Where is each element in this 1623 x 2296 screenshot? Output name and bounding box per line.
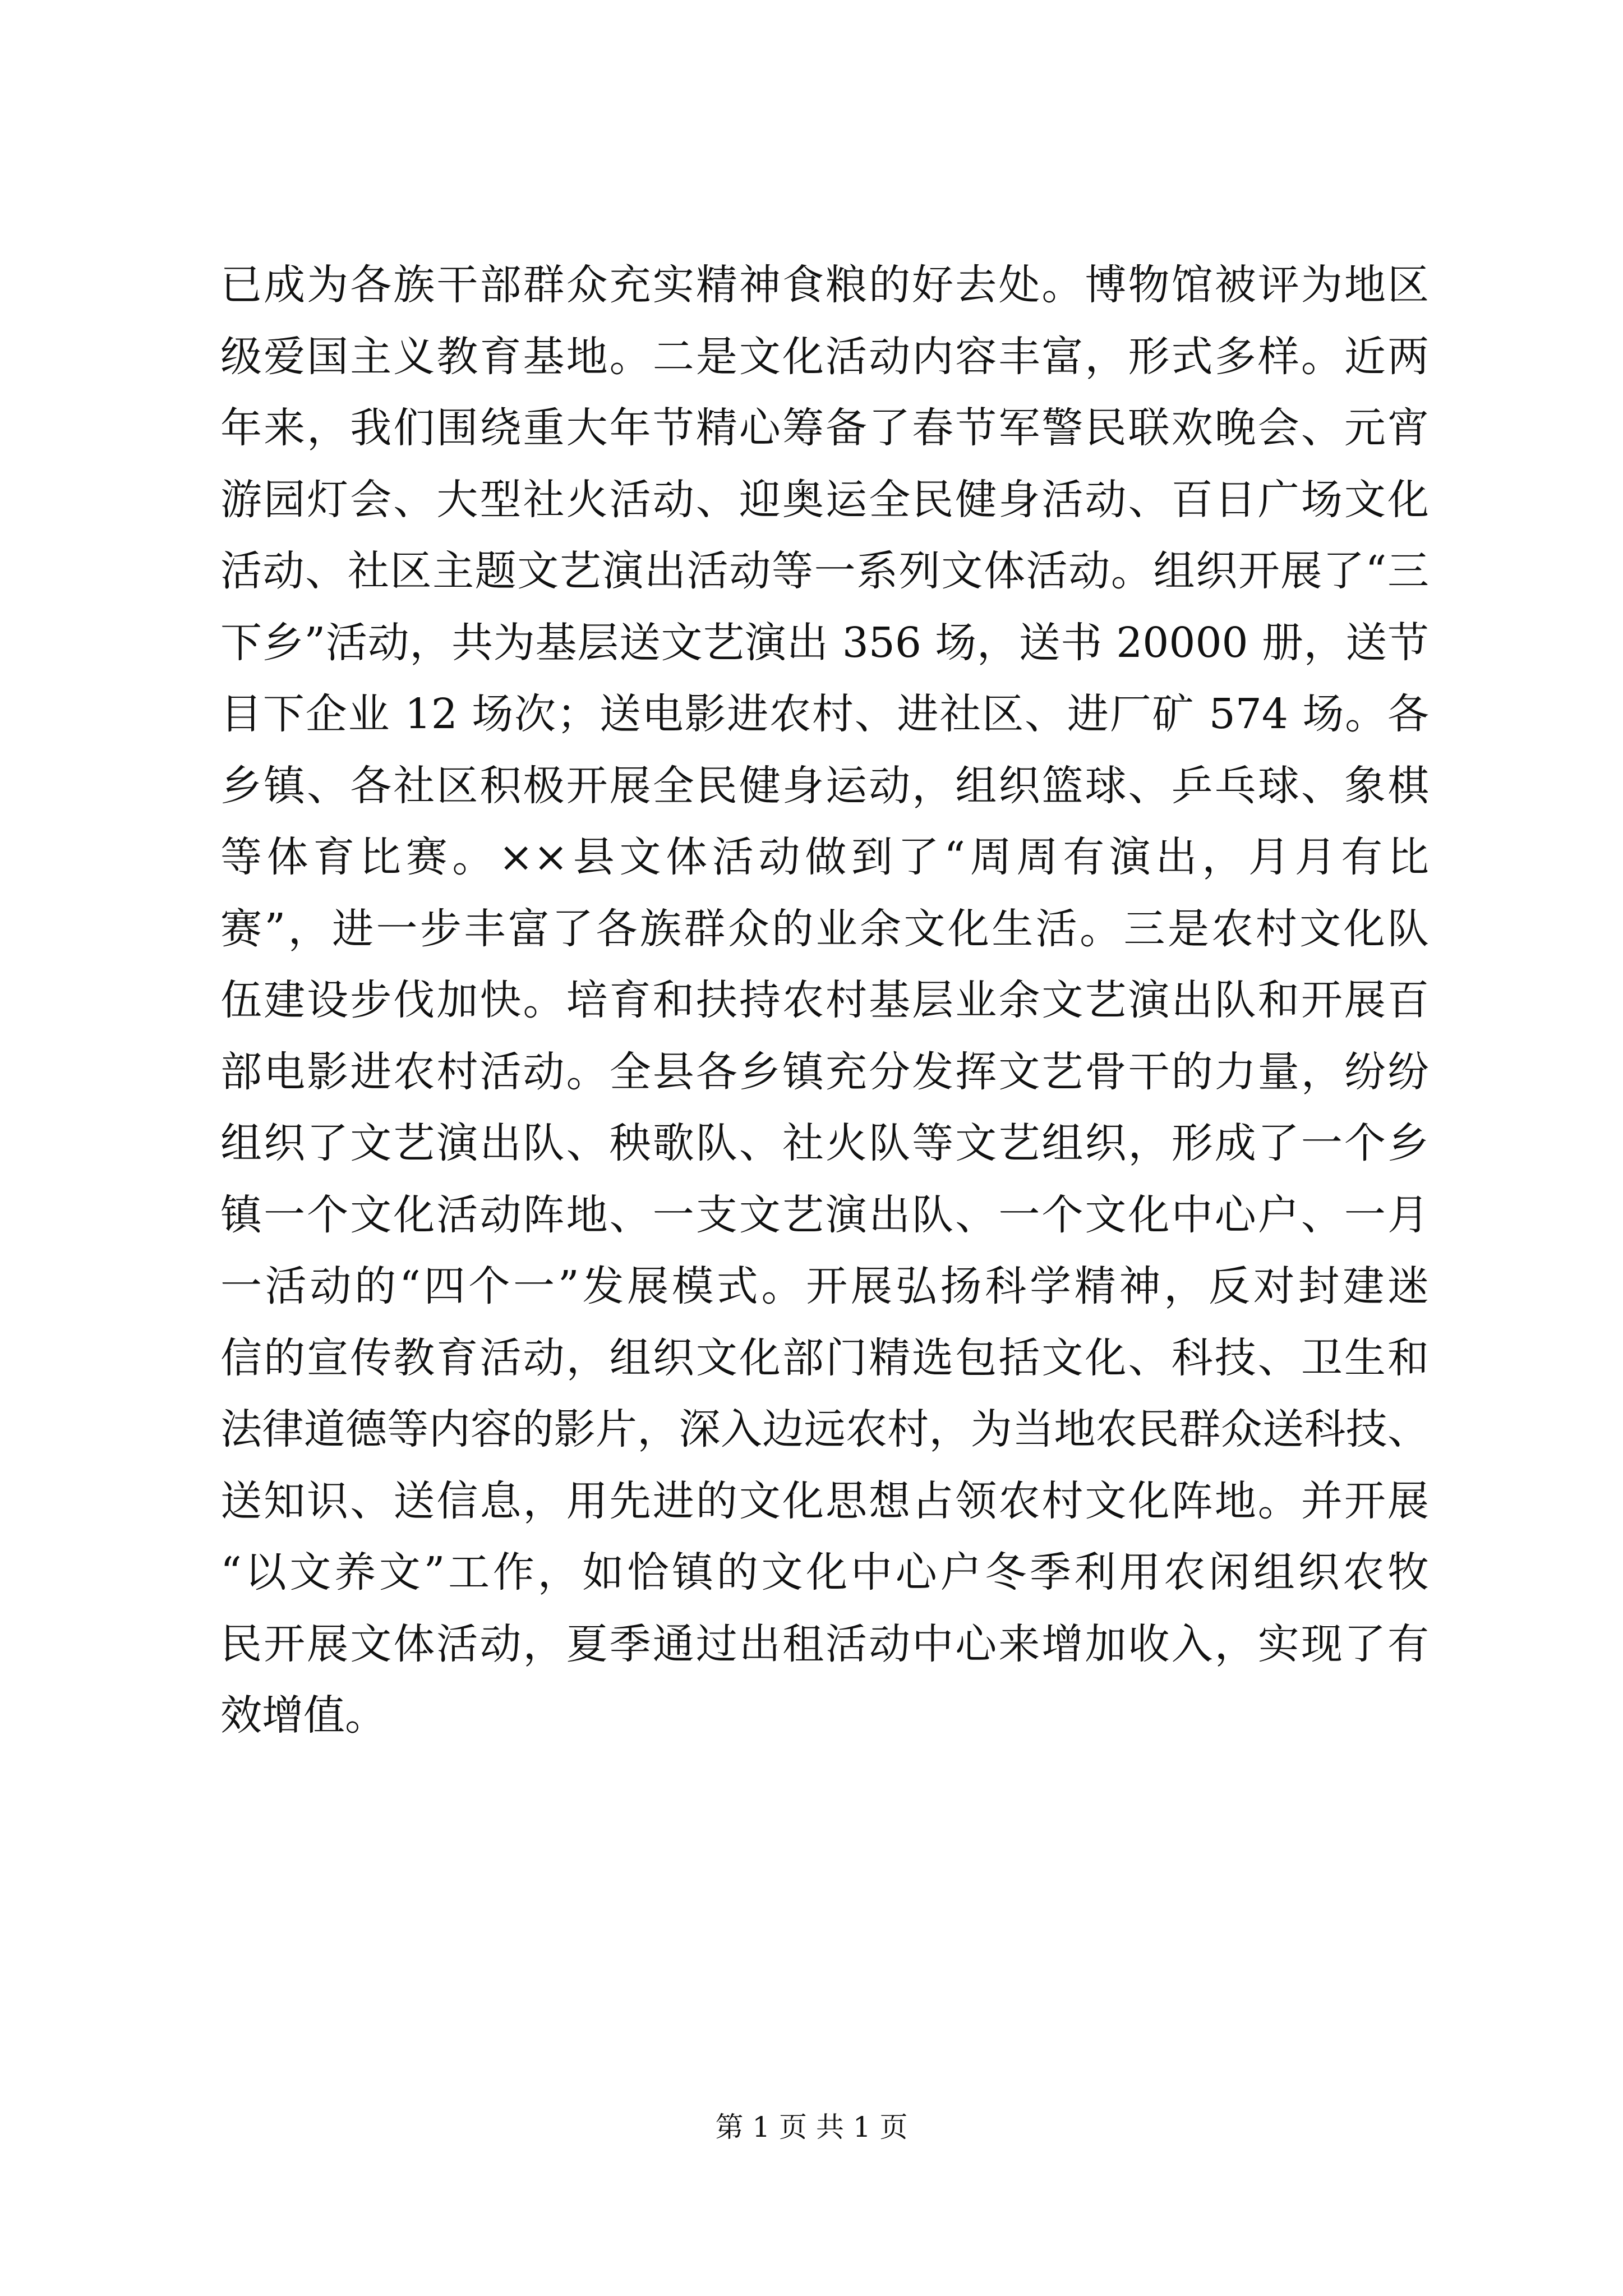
text-line-12: 部电影进农村活动。全县各乡镇充分发挥文艺骨干的力量，纷纷 [220, 1047, 1429, 1096]
text-line-11: 伍建设步伐加快。培育和扶持农村基层业余文艺演出队和开展百 [220, 976, 1429, 1024]
text-line-10: 赛”，进一步丰富了各族群众的业余文化生活。三是农村文化队 [220, 904, 1429, 953]
text-line-3: 年来，我们围绕重大年节精心筹备了春节军警民联欢晚会、元宵 [220, 404, 1429, 452]
text-line-18: 送知识、送信息，用先进的文化思想占领农村文化阵地。并开展 [220, 1476, 1429, 1525]
text-line-5: 活动、社区主题文艺演出活动等一系列文体活动。组织开展了“三 [220, 547, 1429, 595]
text-line-17: 法律道德等内容的影片，深入边远农村，为当地农民群众送科技、 [220, 1405, 1429, 1453]
text-line-7: 目下企业 12 场次；送电影进农村、进社区、进厂矿 574 场。各 [220, 690, 1429, 738]
text-line-1: 已成为各族干部群众充实精神食粮的好去处。博物馆被评为地区 [220, 261, 1429, 309]
text-line-16: 信的宣传教育活动，组织文化部门精选包括文化、科技、卫生和 [220, 1333, 1429, 1382]
text-line-4: 游园灯会、大型社火活动、迎奥运全民健身活动、百日广场文化 [220, 475, 1429, 524]
text-line-21: 效增值。 [220, 1691, 386, 1740]
text-line-15: 一活动的“四个一”发展模式。开展弘扬科学精神，反对封建迷 [220, 1262, 1429, 1310]
page-number-label: 第 1 页 共 1 页 [715, 2111, 908, 2143]
text-line-13: 组织了文艺演出队、秧歌队、社火队等文艺组织，形成了一个乡 [220, 1119, 1429, 1167]
text-line-14: 镇一个文化活动阵地、一支文艺演出队、一个文化中心户、一月 [220, 1190, 1429, 1239]
text-line-2: 级爱国主义教育基地。二是文化活动内容丰富，形式多样。近两 [220, 332, 1429, 381]
text-line-9: 等体育比赛。××县文体活动做到了“周周有演出，月月有比 [220, 833, 1429, 881]
text-line-20: 民开展文体活动，夏季通过出租活动中心来增加收入，实现了有 [220, 1619, 1429, 1668]
text-line-8: 乡镇、各社区积极开展全民健身运动，组织篮球、乒乓球、象棋 [220, 761, 1429, 810]
page-footer [0, 2110, 1623, 2144]
body-paragraph [220, 250, 1429, 1752]
text-line-6: 下乡”活动，共为基层送文艺演出 356 场，送书 20000 册，送节 [220, 618, 1429, 667]
text-line-19: “以文养文”工作，如恰镇的文化中心户冬季利用农闲组织农牧 [220, 1548, 1429, 1596]
